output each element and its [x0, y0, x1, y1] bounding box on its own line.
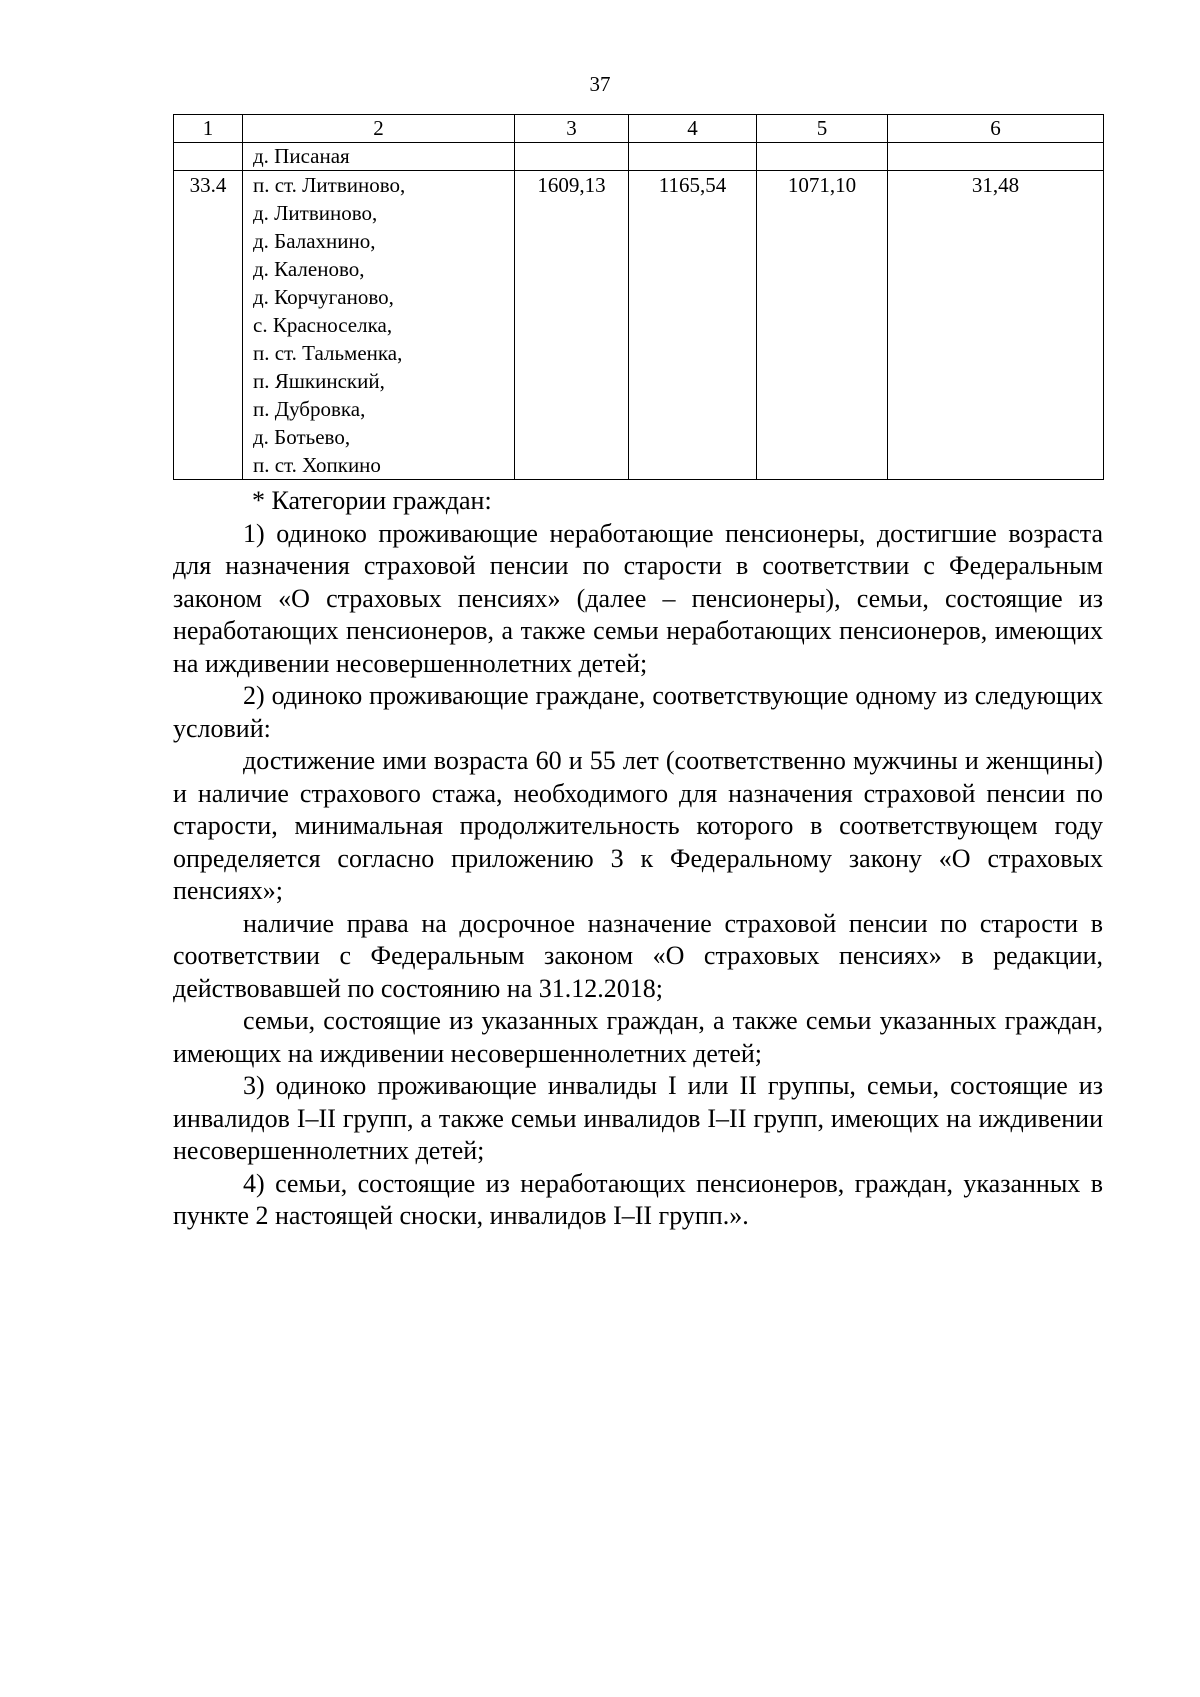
settlement-name: д. Балахнино, [253, 229, 376, 253]
value-cell: 1609,13 [515, 171, 629, 480]
column-header: 2 [243, 115, 515, 143]
footnote-paragraph: наличие права на досрочное назначение страховой пенсии по старости в соответствии с Федеральным законом «О страховых пенсиях» в редакции, действовавшей по состоянию на 31.12.2018; [173, 908, 1103, 1003]
settlement-name: д. Каленово, [253, 257, 365, 281]
value-cell [888, 143, 1104, 171]
page-number: 37 [589, 72, 611, 96]
column-header: 3 [515, 115, 629, 143]
table-row [174, 171, 1104, 480]
value-cell [515, 143, 629, 171]
table-row [174, 143, 1104, 171]
footnote-paragraph: 1) одиноко проживающие неработающие пенсионеры, достигшие возраста для назначения страховой пенсии по старости в соответствии с Федеральным законом «О страховых пенсиях» (далее – пенсионеры), семьи, состоящие из неработающих пенсионеров, а также семьи неработающих пенсионеров, имеющих на иждивении несовершеннолетних детей; [173, 518, 1103, 678]
column-header: 4 [629, 115, 757, 143]
settlement-name: п. ст. Тальменка, [253, 341, 403, 365]
column-header: 6 [888, 115, 1104, 143]
row-number: 33.4 [174, 171, 243, 480]
footnote-paragraph: 4) семьи, состоящие из неработающих пенсионеров, граждан, указанных в пункте 2 настоящей сноски, инвалидов I–II групп.». [173, 1168, 1103, 1230]
value-cell [629, 143, 757, 171]
settlement-name: п. ст. Хопкино [253, 453, 381, 477]
footnote-paragraph: семьи, состоящие из указанных граждан, а также семьи указанных граждан, имеющих на иждивении несовершеннолетних детей; [173, 1006, 1103, 1068]
footnote-title: * Категории граждан: [252, 486, 492, 515]
row-number [174, 143, 243, 171]
settlement-name: п. Дубровка, [253, 397, 366, 421]
settlement-cell [243, 171, 515, 480]
table-header-row [174, 115, 1104, 143]
value-cell: 1071,10 [757, 171, 888, 480]
settlement-name: п. ст. Литвиново, [253, 173, 406, 197]
footnote [173, 485, 1103, 1233]
tariff-table [173, 114, 1104, 480]
footnote-paragraph: достижение ими возраста 60 и 55 лет (соответственно мужчины и женщины) и наличие страхового стажа, необходимого для назначения страховой пенсии по старости, минимальная продолжительность которого в соответствующем году определяется согласно приложению 3 к Федеральному закону «О страховых пенсиях»; [173, 746, 1103, 905]
column-header: 1 [174, 115, 243, 143]
footnote-paragraph: 2) одиноко проживающие граждане, соответствующие одному из следующих условий: [173, 681, 1103, 743]
settlement-name: д. Писаная [253, 144, 350, 168]
value-cell [757, 143, 888, 171]
settlement-name: д. Литвиново, [253, 201, 378, 225]
settlement-name: с. Красноселка, [253, 313, 393, 337]
value-cell: 1165,54 [629, 171, 757, 480]
value-cell: 31,48 [888, 171, 1104, 480]
column-header: 5 [757, 115, 888, 143]
footnote-paragraph: 3) одиноко проживающие инвалиды I или II группы, семьи, состоящие из инвалидов I–II групп, а также семьи инвалидов I–II групп, имеющих на иждивении несовершеннолетних детей; [173, 1071, 1103, 1165]
settlement-name: д. Корчуганово, [253, 285, 394, 309]
settlement-cell [243, 143, 515, 171]
settlement-name: п. Яшкинский, [253, 369, 385, 393]
settlement-name: д. Ботьево, [253, 425, 351, 449]
